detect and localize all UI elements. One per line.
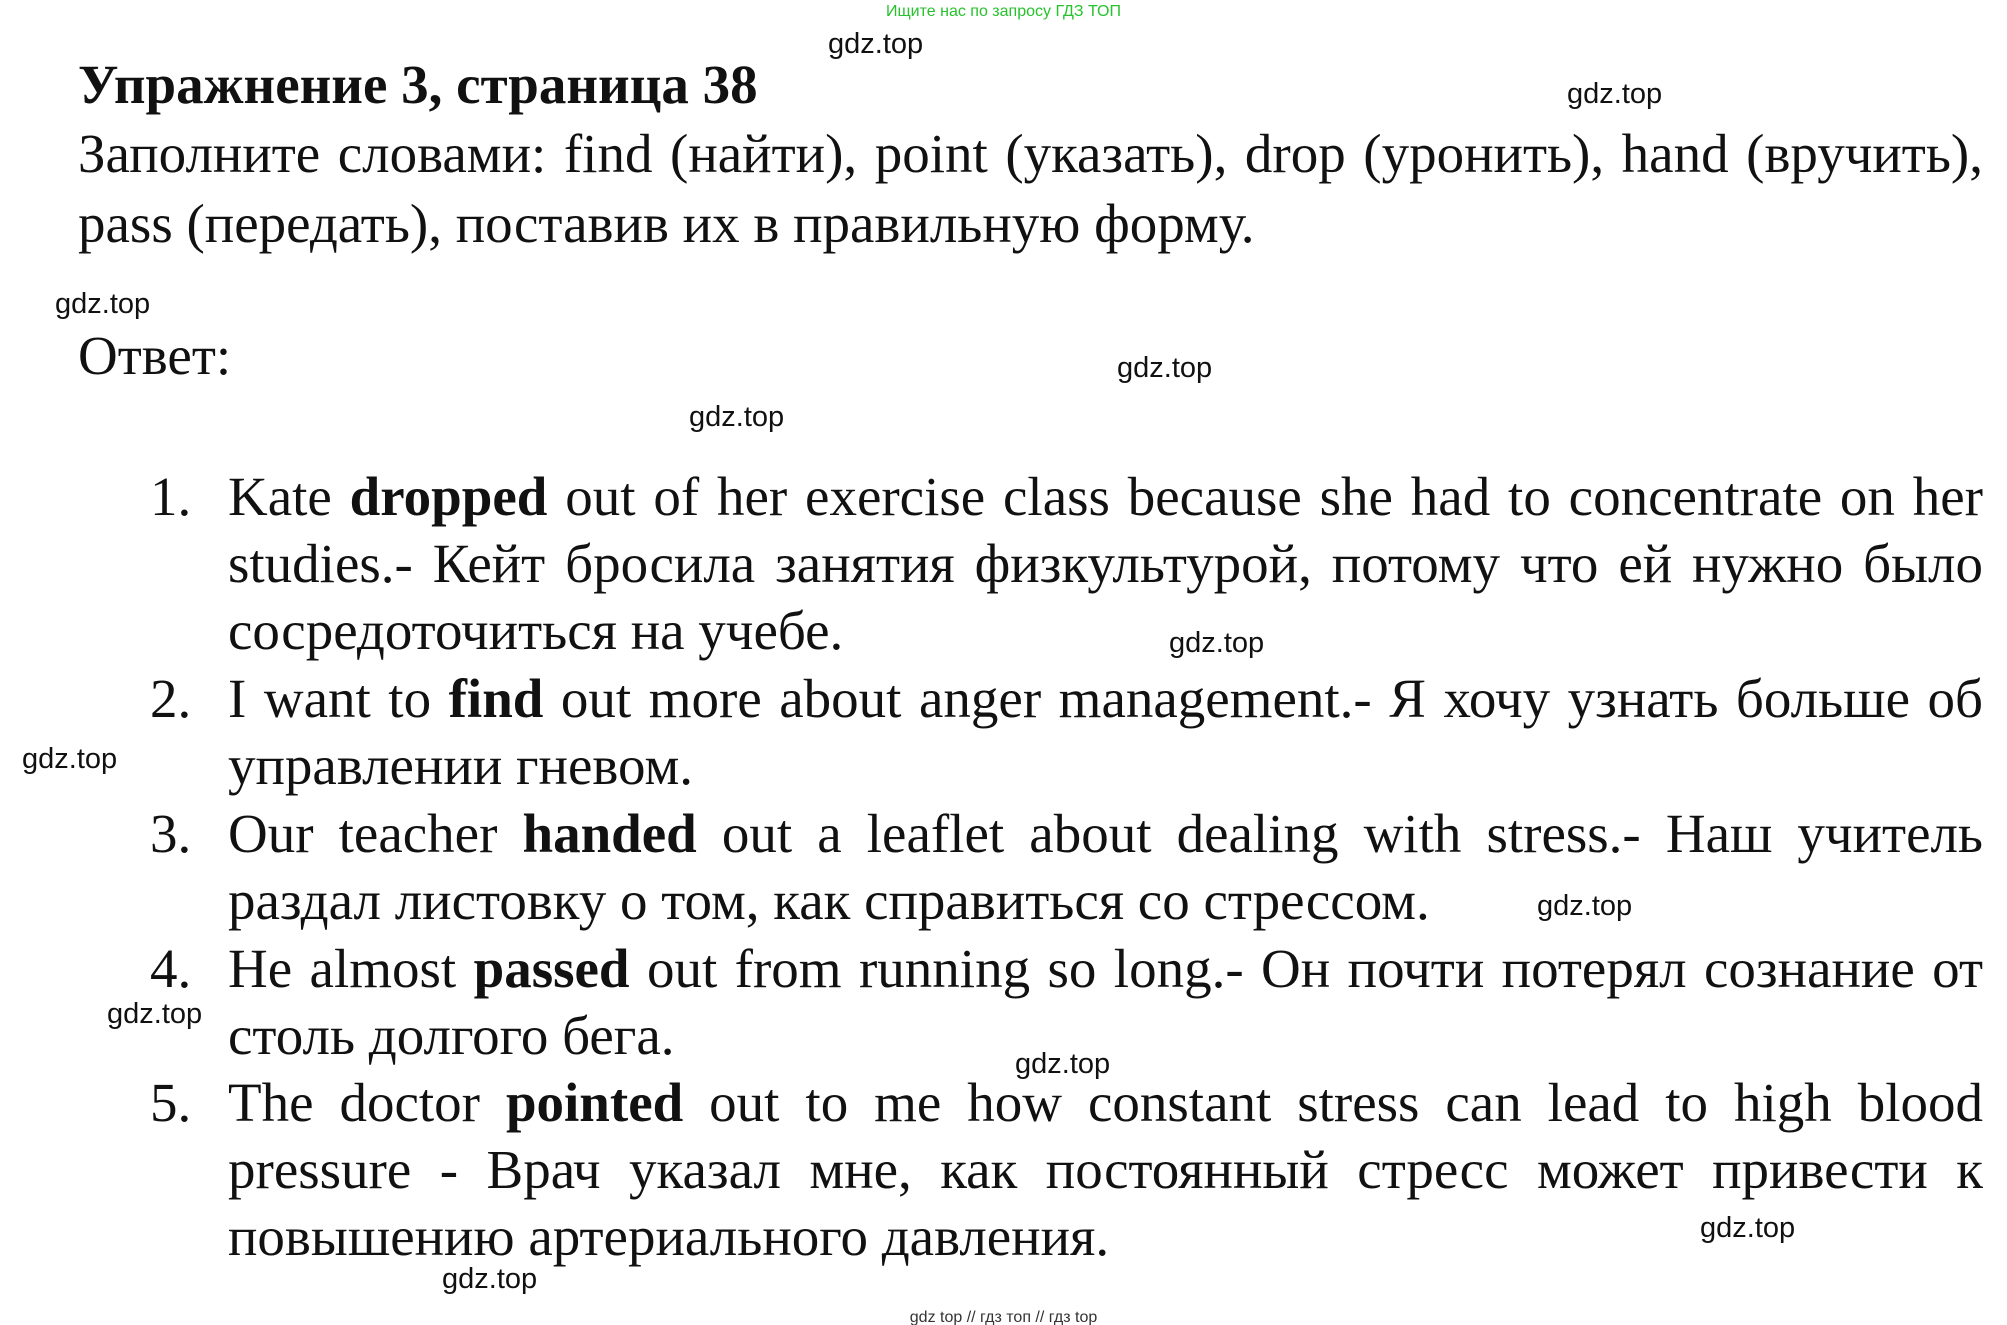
watermark: gdz.top <box>1567 78 1663 110</box>
answer-text-after: out to me how constant stress can lead to high blood pressure - Врач указал мне, как постоянный стресс может привести к повышению артериального давления. <box>228 1072 1983 1267</box>
answer-keyword: pointed <box>505 1072 684 1133</box>
answer-label: Ответ: <box>78 325 232 386</box>
watermark: gdz.top <box>442 1263 538 1295</box>
answer-text-before: Kate <box>228 466 350 527</box>
watermark: gdz.top <box>1537 890 1633 922</box>
answer-keyword: handed <box>522 803 697 864</box>
watermark: gdz.top <box>1015 1048 1111 1080</box>
watermark: gdz.top <box>1700 1212 1796 1244</box>
answer-keyword: dropped <box>349 466 548 527</box>
answer-text-after: out of her exercise class because she had to concentrate on her studies.- Кейт бросила занятия физкультурой, потому что ей нужно было сосредоточиться на учебе. <box>228 466 1983 661</box>
watermark: gdz.top <box>689 401 785 433</box>
watermark: gdz.top <box>828 28 924 60</box>
answer-number: 5. <box>150 1072 192 1133</box>
answer-text-before: The doctor <box>228 1072 506 1133</box>
answer-number: 4. <box>150 938 192 999</box>
search-hint-banner: Ищите нас по запросу ГДЗ ТОП <box>886 3 1121 20</box>
answer-keyword: passed <box>473 938 630 999</box>
watermark: gdz.top <box>107 998 203 1030</box>
answer-item-1 <box>150 463 1983 664</box>
watermark: gdz.top <box>55 288 151 320</box>
answer-text-after: out more about anger management.- Я хочу узнать больше об управлении гневом. <box>228 668 1983 796</box>
exercise-title: Упражнение 3, страница 38 <box>78 54 758 115</box>
answer-text-before: I want to <box>228 668 449 729</box>
answer-number: 1. <box>150 466 192 527</box>
exercise-task: Заполните словами: find (найти), point (указать), drop (уронить), hand (вручить), pass (передать), поставив их в правильную форму. <box>78 123 1983 254</box>
answer-item-3 <box>150 800 1984 934</box>
watermark: gdz.top <box>1117 352 1213 384</box>
answer-number: 2. <box>150 668 192 729</box>
answer-keyword: find <box>448 668 544 729</box>
answer-text-before: Our teacher <box>228 803 523 864</box>
footer-watermark: gdz top // гдз топ // гдз top <box>909 1309 1098 1325</box>
answer-text-after: out from running so long.- Он почти потерял сознание от столь долгого бега. <box>228 938 1983 1066</box>
watermark: gdz.top <box>1169 627 1265 659</box>
watermark: gdz.top <box>22 743 118 775</box>
answer-number: 3. <box>150 803 192 864</box>
answer-text-after: out a leaflet about dealing with stress.- Наш учитель раздал листовку о том, как справиться со стрессом. <box>228 803 1984 931</box>
answer-item-2 <box>150 665 1983 799</box>
answer-text-before: He almost <box>228 938 474 999</box>
